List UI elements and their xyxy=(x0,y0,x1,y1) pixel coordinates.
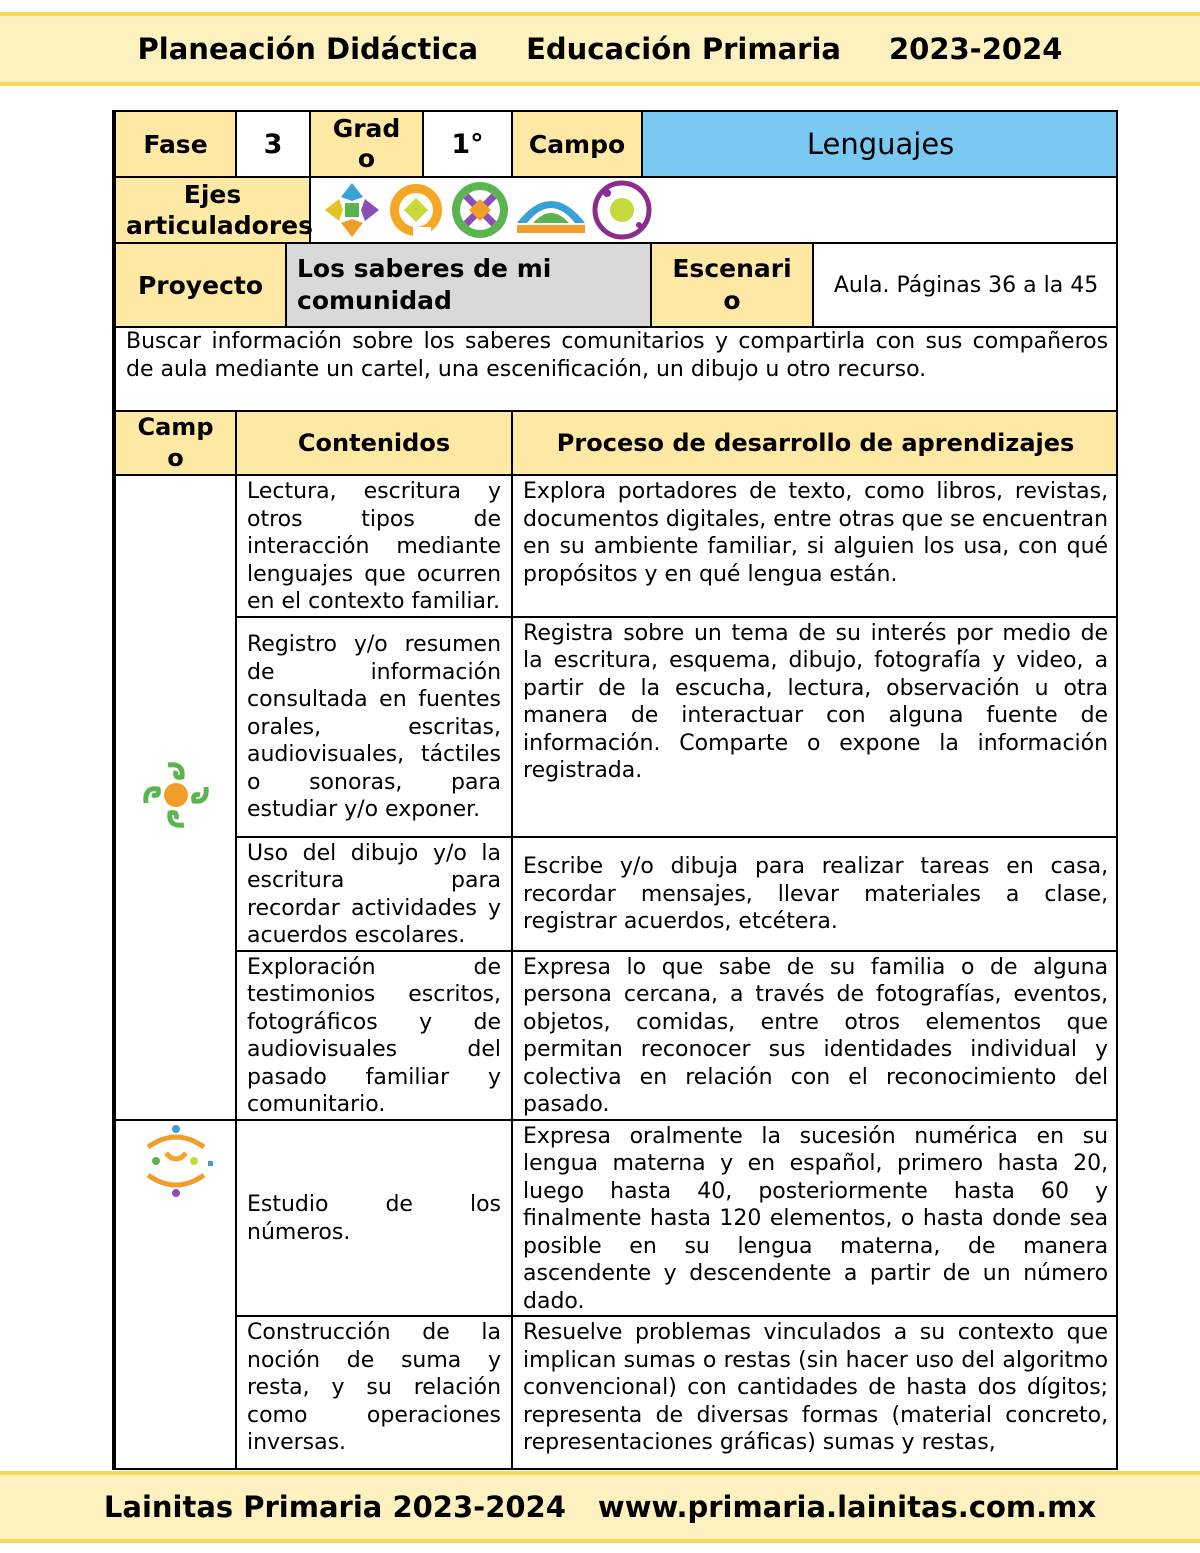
info-row-2 xyxy=(115,177,1118,243)
row-4-contenido: Exploración de testimonios escritos, fotográficos y de audiovisuales del pasado familiar y comunitario. xyxy=(236,951,512,1120)
campo-saberes-cell xyxy=(115,1120,236,1471)
table-row xyxy=(115,475,1118,617)
header-title: Planeación Didáctica xyxy=(137,32,479,66)
col-campo-header: Camp o xyxy=(115,411,236,475)
gender-equality-icon xyxy=(513,179,589,241)
footer-url[interactable]: www.primaria.lainitas.com.mx xyxy=(597,1490,1097,1524)
row-1-contenido: Lectura, escritura y otros tipos de interacción mediante lenguajes que ocurren en el contexto familiar. xyxy=(236,475,512,617)
critical-thinking-icon xyxy=(385,179,447,241)
row-1-proceso: Explora portadores de texto, como libros, revistas, documentos digitales, entre otras que se encuentran en su ambiente familiar, si alguien los usa, con qué propósitos y en qué lengua están. xyxy=(512,475,1118,617)
row-2-proceso: Registra sobre un tema de su interés por medio de la escritura, esquema, dibujo, fotografía y video, a partir de la escucha, lectura, observación u otra manera de interactuar con alguna fuente de información. Comparte o expone la información registrada. xyxy=(512,617,1118,837)
proyecto-value: Los saberes de mi comunidad xyxy=(286,243,651,327)
header-banner xyxy=(0,12,1200,86)
planning-table-frame xyxy=(112,110,1118,1470)
row-3-contenido: Uso del dibujo y/o la escritura para recordar actividades y acuerdos escolares. xyxy=(236,837,512,951)
col-contenidos-header: Contenidos xyxy=(236,411,512,475)
footer-brand: Lainitas Primaria 2023-2024 xyxy=(103,1490,566,1524)
fase-value: 3 xyxy=(236,111,310,177)
ejes-icons xyxy=(310,177,1118,243)
table-row xyxy=(115,951,1118,1120)
campo-label: Campo xyxy=(512,111,642,177)
table-row xyxy=(115,1120,1118,1317)
footer-banner xyxy=(0,1471,1200,1543)
grado-label: Grad o xyxy=(310,111,423,177)
table-row xyxy=(115,617,1118,837)
campo-value: Lenguajes xyxy=(642,111,1118,177)
row-5-proceso: Expresa oralmente la sucesión numérica en su lengua materna y en español, primero hasta 20, luego hasta 40, posteriormente hasta 60 y finalmente hasta 120 elementos, o hasta donde sea posible en su lengua materna, de manera ascendente y descendente a partir de un número dado. xyxy=(512,1120,1118,1317)
row-5-contenido: Estudio de los números. xyxy=(236,1120,512,1317)
fase-label: Fase xyxy=(115,111,236,177)
escenario-value: Aula. Páginas 36 a la 45 xyxy=(813,243,1118,327)
info-row-3 xyxy=(115,243,1118,327)
planning-table xyxy=(114,110,1118,1470)
table-row xyxy=(115,837,1118,951)
grado-value: 1° xyxy=(423,111,512,177)
arts-icon xyxy=(591,179,653,241)
inclusion-icon xyxy=(321,179,383,241)
row-6-proceso: Resuelve problemas vinculados a su contexto que implican sumas o restas (sin hacer uso del algoritmo convencional) con cantidades de hasta dos dígitos; representa de diversas formas (material concreto, representaciones gráficas) sumas y restas, xyxy=(512,1316,1118,1470)
saberes-campo-icon xyxy=(138,1123,214,1199)
col-proceso-header: Proceso de desarrollo de aprendizajes xyxy=(512,411,1118,475)
proyecto-label: Proyecto xyxy=(115,243,286,327)
row-3-proceso: Escribe y/o dibuja para realizar tareas en casa, recordar mensajes, llevar materiales a clase, registrar acuerdos, etcétera. xyxy=(512,837,1118,951)
description-row xyxy=(115,327,1118,411)
interculturality-icon xyxy=(449,179,511,241)
ejes-label: Ejes articuladores xyxy=(115,177,310,243)
row-2-contenido: Registro y/o resumen de información consultada en fuentes orales, escritas, audiovisuales, táctiles o sonoras, para estudiar y/o exponer. xyxy=(236,617,512,837)
table-row xyxy=(115,1316,1118,1470)
row-6-contenido: Construcción de la noción de suma y resta, y su relación como operaciones inversas. xyxy=(236,1316,512,1470)
lenguajes-campo-icon xyxy=(138,757,214,833)
row-4-proceso: Expresa lo que sabe de su familia o de alguna persona cercana, a través de fotografías, eventos, objetos, comidas, entre otros elementos que permitan reconocer sus identidades individual y colectiva en relación con el reconocimiento del pasado. xyxy=(512,951,1118,1120)
column-header-row xyxy=(115,411,1118,475)
campo-lenguajes-cell xyxy=(115,475,236,1120)
header-level: Educación Primaria xyxy=(526,32,841,66)
info-row-1 xyxy=(115,111,1118,177)
escenario-label: Escenari o xyxy=(651,243,813,327)
header-year: 2023-2024 xyxy=(888,32,1063,66)
project-description: Buscar información sobre los saberes comunitarios y compartirla con sus compañeros de aula mediante un cartel, una escenificación, un dibujo u otro recurso. xyxy=(115,327,1118,411)
